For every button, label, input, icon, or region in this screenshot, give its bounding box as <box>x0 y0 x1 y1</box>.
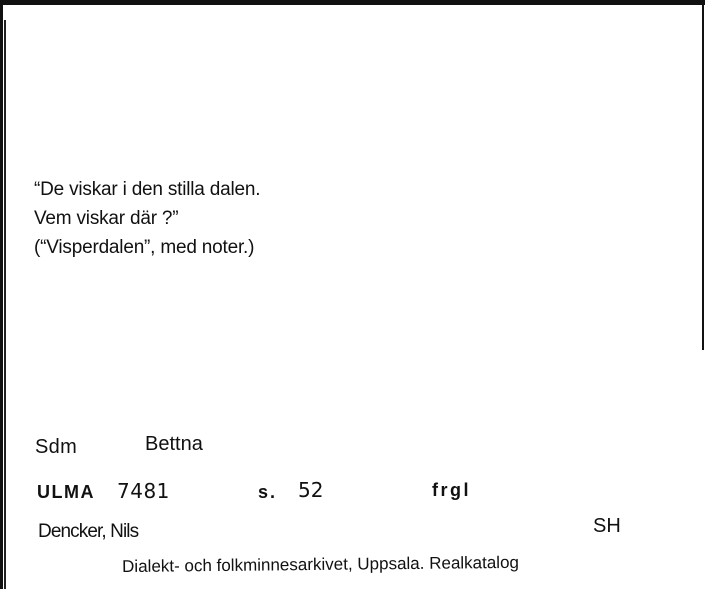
archive-code: ULMA <box>37 482 95 502</box>
category-label: frgl <box>432 480 471 500</box>
page-prefix: s. <box>258 482 278 502</box>
top-border <box>0 0 705 5</box>
card-text <box>34 175 260 262</box>
archive-footer: Dialekt- och folkminnesarkivet, Uppsala. Realkatalog <box>122 552 520 576</box>
text-line-3: (“Visperdalen”, med noter.) <box>34 237 255 258</box>
text-line-2: Vem viskar där ?” <box>34 208 179 229</box>
initials: SH <box>593 515 621 537</box>
page-number: 52 <box>298 478 324 502</box>
left-border <box>0 0 3 589</box>
region-label: Sdm <box>35 436 78 458</box>
text-line-1: “De viskar i den stilla dalen. <box>34 179 261 200</box>
collector-name: Dencker, Nils <box>38 521 139 542</box>
right-border <box>702 5 704 350</box>
left-border-inner <box>4 20 6 589</box>
record-number: 7481 <box>117 479 170 503</box>
place-label: Bettna <box>145 433 203 455</box>
